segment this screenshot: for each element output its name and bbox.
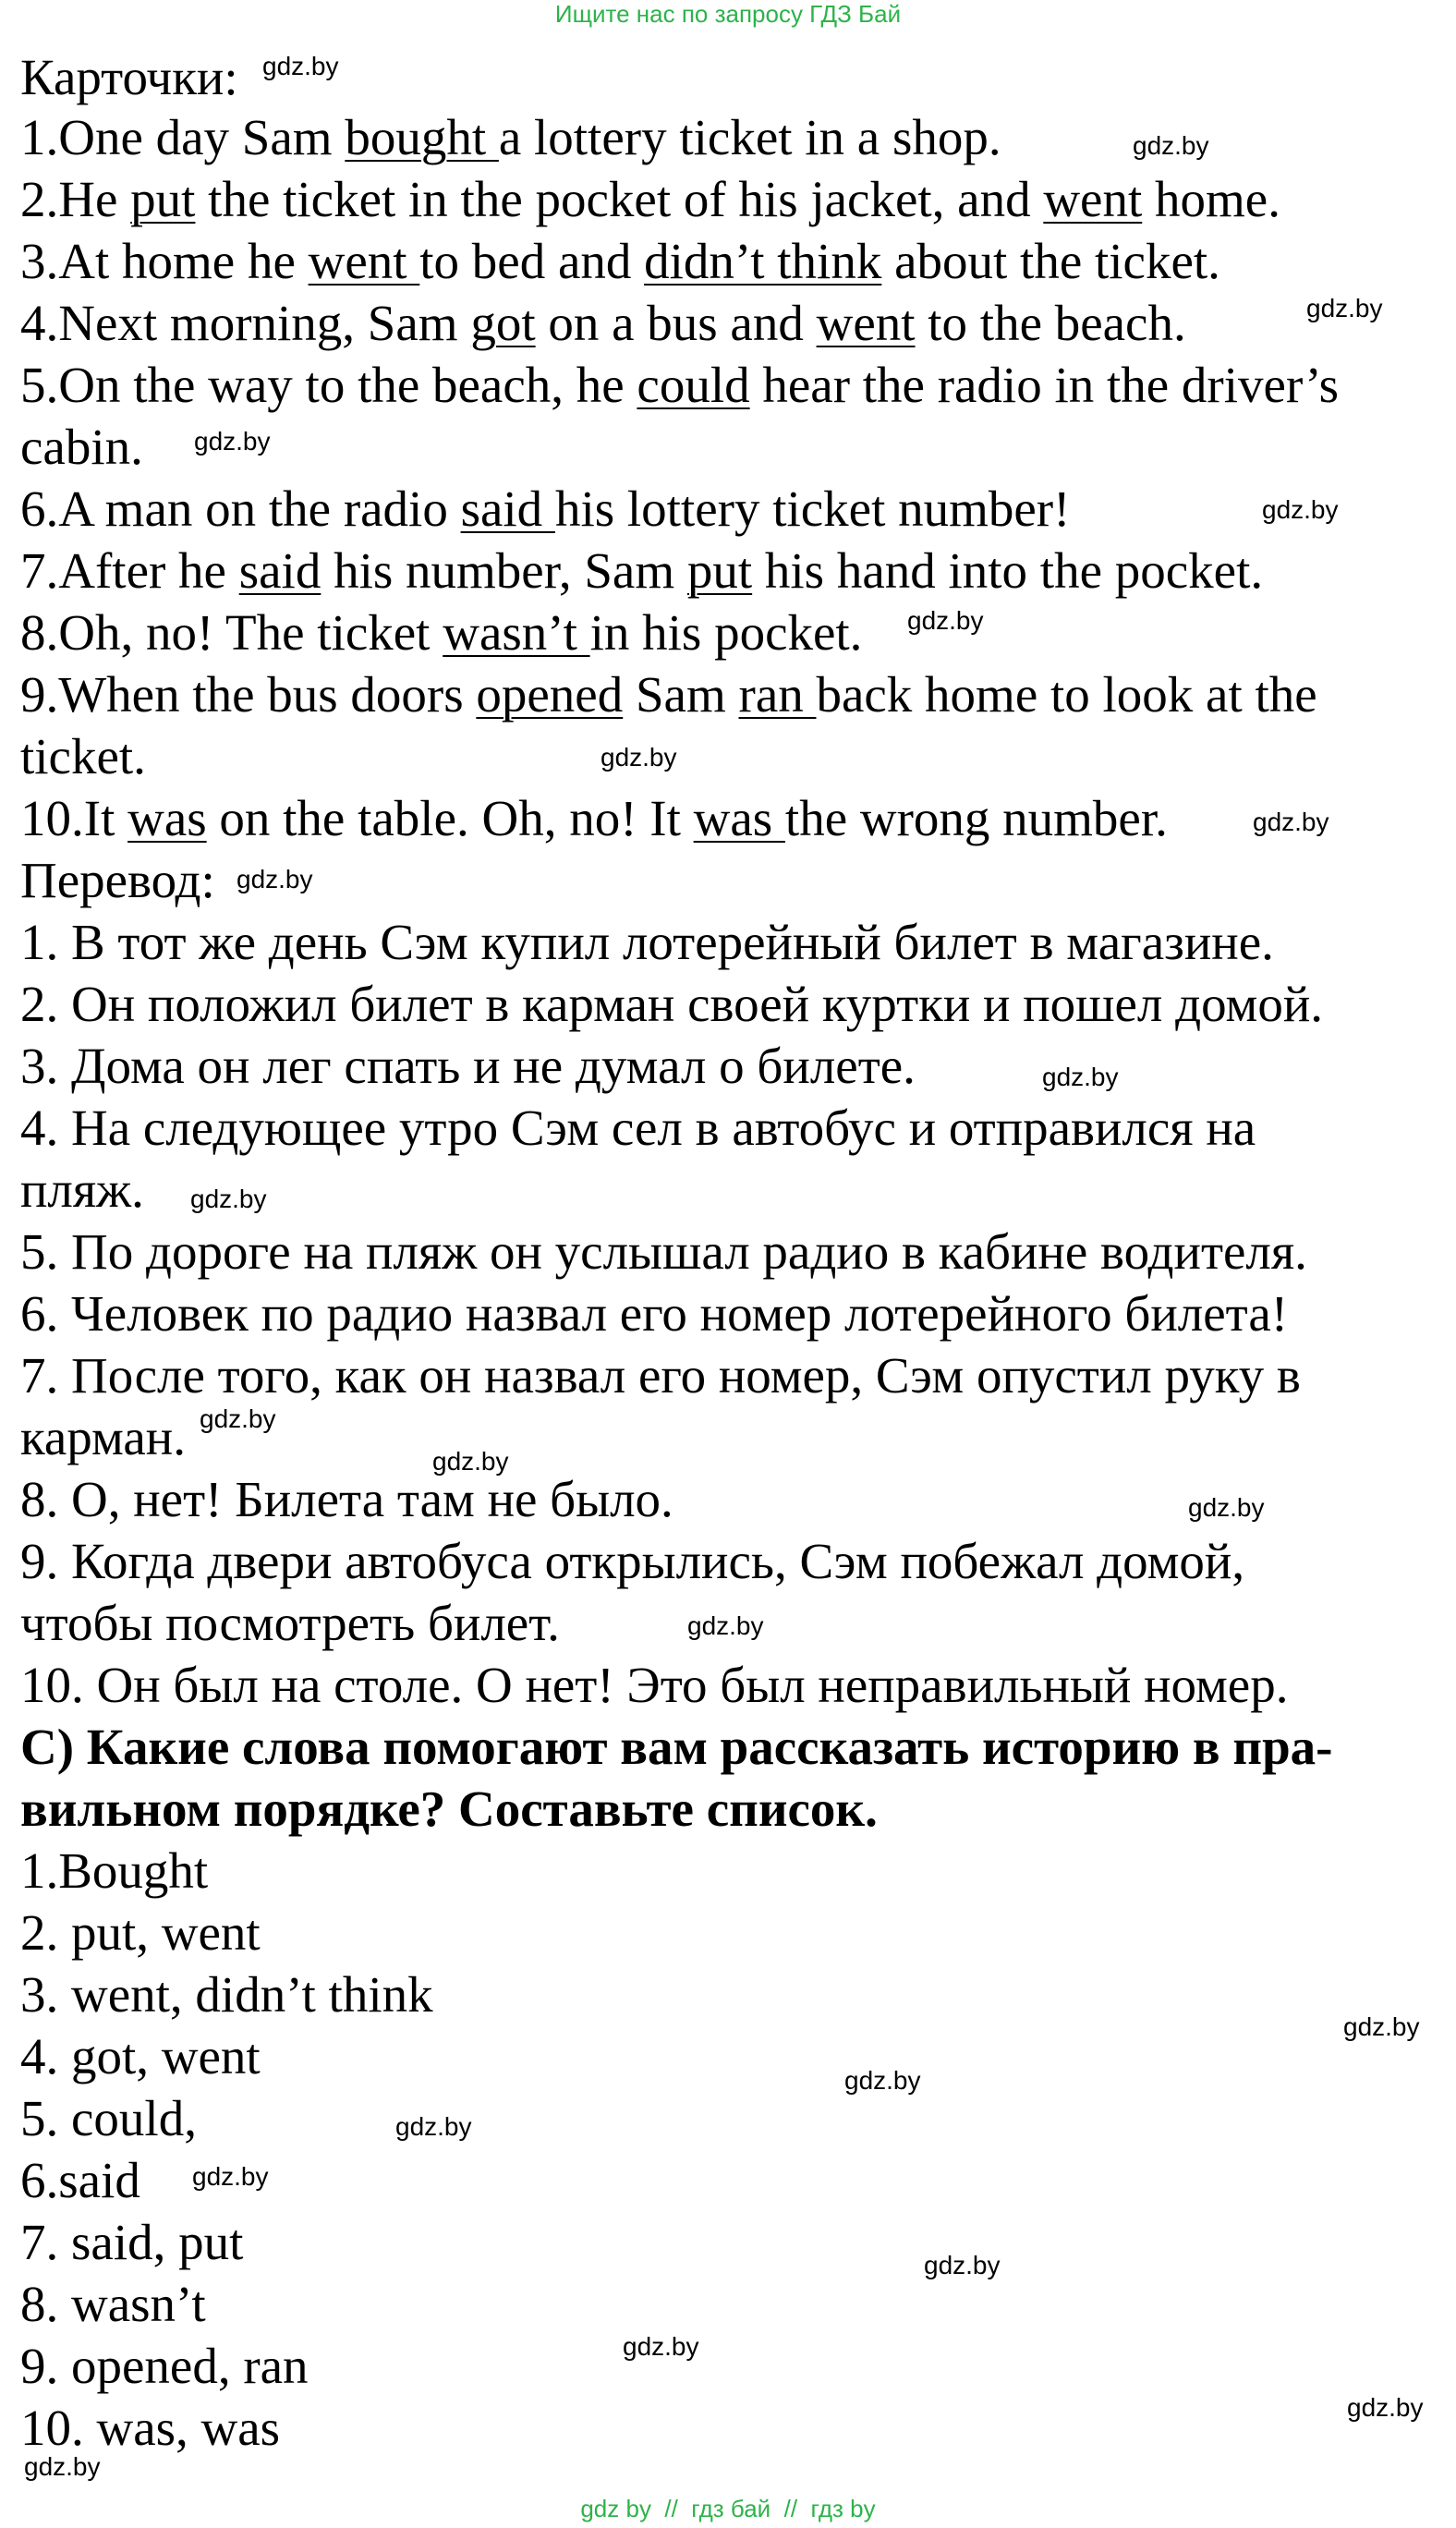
card-line (20, 356, 1339, 415)
translation-heading: Перевод: (20, 852, 215, 908)
card-text-segment: the ticket in the pocket of his jacket, and (195, 171, 1044, 227)
footer-links: gdz by // гдз бай // гдз by (580, 2495, 876, 2522)
card-line (20, 418, 143, 477)
answer-line: 4. got, went (20, 2028, 261, 2084)
card-text-segment: 6.A man on the radio (20, 480, 461, 537)
card-text-segment: home. (1142, 171, 1280, 227)
card-text-segment: his number, Sam (321, 542, 687, 599)
underlined-verb: got (470, 295, 536, 351)
underlined-verb: ran (738, 666, 817, 723)
watermark-label: gdz.by (687, 1611, 764, 1640)
underlined-verb: wasn’t (443, 604, 590, 661)
question-line: С) Какие слова помогают вам рассказать историю в пра- (20, 1719, 1333, 1775)
card-text-segment: 10.It (20, 790, 128, 846)
card-text-segment: his lottery ticket number! (554, 480, 1071, 537)
card-text-segment: 3.At home he (20, 233, 309, 289)
underlined-verb: didn’t think (644, 233, 882, 289)
card-text-segment: 1.One day Sam (20, 109, 346, 165)
watermark-label: gdz.by (24, 2452, 101, 2481)
answer-line: 10. was, was (20, 2400, 281, 2456)
card-text-segment: ticket. (20, 728, 146, 784)
translation-line: 9. Когда двери автобуса открылись, Сэм побежал домой, (20, 1533, 1245, 1589)
watermark-label: gdz.by (1343, 2012, 1420, 2041)
underlined-verb: put (686, 542, 753, 599)
answer-line: 1.Bought (20, 1842, 209, 1899)
card-text-segment: 8.Oh, no! The ticket (20, 604, 443, 661)
card-text-segment: Sam (623, 666, 739, 723)
answer-line: 5. could, (20, 2090, 197, 2146)
top-banner: Ищите нас по запросу ГДЗ Бай (554, 0, 902, 28)
answer-line: 9. opened, ran (20, 2338, 309, 2394)
translation-line: 10. Он был на столе. О нет! Это был неправильный номер. (20, 1657, 1289, 1713)
card-line (20, 789, 1168, 848)
card-line (20, 727, 146, 786)
translation-line: 4. На следующее утро Сэм сел в автобус и отправился на (20, 1100, 1256, 1156)
underlined-verb: was (127, 790, 207, 846)
card-text-segment: on a bus and (535, 295, 817, 351)
underlined-verb: bought (345, 109, 499, 165)
question-line: вильном порядке? Составьте список. (20, 1781, 878, 1837)
card-text-segment: hear the radio in the driver’s (749, 357, 1339, 413)
card-text-segment: 4.Next morning, Sam (20, 295, 471, 351)
card-line (20, 108, 1001, 167)
translation-line: чтобы посмотреть билет. (20, 1595, 560, 1651)
card-text-segment: his hand into the pocket. (752, 542, 1264, 599)
watermark-label: gdz.by (1133, 131, 1209, 160)
watermark-label: gdz.by (262, 52, 339, 80)
underlined-verb: put (130, 171, 196, 227)
translation-line: 8. О, нет! Билета там не было. (20, 1471, 673, 1527)
translation-line: 7. После того, как он назвал его номер, Сэм опустил руку в (20, 1347, 1301, 1404)
watermark-label: gdz.by (1347, 2393, 1424, 2422)
card-line (20, 480, 1070, 539)
card-line (20, 170, 1280, 229)
card-text-segment: 5.On the way to the beach, he (20, 357, 637, 413)
translation-line: карман. (20, 1409, 186, 1465)
underlined-verb: could (637, 357, 750, 413)
card-text-segment: in his pocket. (589, 604, 863, 661)
watermark-label: gdz.by (1253, 808, 1329, 836)
watermark-label: gdz.by (1042, 1063, 1119, 1091)
card-text-segment: a lottery ticket in a shop. (498, 109, 1001, 165)
watermark-label: gdz.by (1306, 294, 1383, 322)
watermark-label: gdz.by (601, 743, 677, 772)
underlined-verb: went (308, 233, 420, 289)
watermark-label: gdz.by (192, 2162, 269, 2191)
translation-line: 6. Человек по радио назвал его номер лотерейного билета! (20, 1285, 1289, 1342)
answer-line: 6.said (20, 2152, 140, 2208)
card-text-segment: 2.He (20, 171, 131, 227)
card-text-segment: 7.After he (20, 542, 239, 599)
translation-line: 2. Он положил билет в карман своей куртки и пошел домой. (20, 976, 1324, 1032)
watermark-label: gdz.by (1188, 1493, 1265, 1522)
card-text-segment: the wrong number. (784, 790, 1168, 846)
underlined-verb: opened (476, 666, 624, 723)
underlined-verb: went (1043, 171, 1143, 227)
answer-line: 8. wasn’t (20, 2276, 206, 2332)
underlined-verb: went (816, 295, 916, 351)
watermark-label: gdz.by (237, 865, 313, 893)
watermark-label: gdz.by (907, 606, 984, 635)
watermark-label: gdz.by (1262, 495, 1339, 524)
card-line (20, 294, 1186, 353)
watermark-label: gdz.by (190, 1185, 267, 1213)
translation-line: 1. В тот же день Сэм купил лотерейный билет в магазине. (20, 914, 1274, 970)
answer-line: 7. said, put (20, 2214, 244, 2270)
watermark-label: gdz.by (432, 1447, 509, 1476)
card-text-segment: to bed and (419, 233, 645, 289)
cards-heading: Карточки: (20, 49, 238, 105)
watermark-label: gdz.by (194, 427, 271, 456)
watermark-label: gdz.by (395, 2112, 472, 2141)
translation-line: 5. По дороге на пляж он услышал радио в кабине водителя. (20, 1223, 1307, 1280)
answer-line: 2. put, went (20, 1904, 261, 1961)
card-text-segment: about the ticket. (881, 233, 1220, 289)
card-text-segment: on the table. Oh, no! It (206, 790, 694, 846)
card-text-segment: cabin. (20, 419, 143, 475)
watermark-label: gdz.by (623, 2332, 699, 2361)
card-text-segment: back home to look at the (816, 666, 1317, 723)
card-text-segment: 9.When the bus doors (20, 666, 477, 723)
card-line (20, 665, 1317, 724)
translation-line: 3. Дома он лег спать и не думал о билете. (20, 1038, 916, 1094)
watermark-label: gdz.by (200, 1404, 276, 1433)
card-line (20, 232, 1220, 291)
underlined-verb: said (238, 542, 322, 599)
underlined-verb: said (460, 480, 555, 537)
translation-line: пляж. (20, 1161, 144, 1218)
underlined-verb: was (693, 790, 785, 846)
card-text-segment: to the beach. (915, 295, 1186, 351)
answer-line: 3. went, didn’t think (20, 1966, 433, 2023)
card-line (20, 541, 1263, 601)
card-line (20, 603, 862, 662)
watermark-label: gdz.by (844, 2066, 921, 2095)
watermark-label: gdz.by (924, 2251, 1001, 2279)
